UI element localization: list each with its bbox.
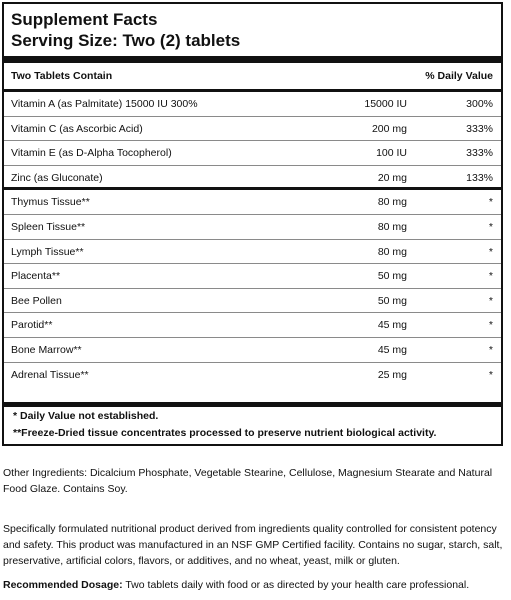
nutrient-amount: 20 mg [377,171,407,184]
nutrient-dv: * [488,343,493,356]
nutrient-amount: 50 mg [377,270,407,283]
nutrient-name: Lymph Tissue** [11,245,84,258]
table-row [4,289,501,314]
footnote-daily-value: * Daily Value not established. [13,410,159,422]
nutrient-dv: * [488,368,493,381]
table-row [4,117,501,142]
nutrient-amount: 80 mg [377,245,407,258]
table-row [4,313,501,338]
nutrient-dv: 333% [466,122,493,135]
dosage-text: Two tablets daily with food or as directed by your health care professional. [122,579,470,591]
product-description: Specifically formulated nutritional product derived from ingredients quality controlled for consistent potency and safety. This product was manufactured in an NSF GMP Certified facility. Contains no sugar, starch, salt, preservative, artificial colors, flavors, or additives, and no wheat, yeast, milk or gluten. [3,523,503,567]
header-daily-value: % Daily Value [425,70,493,82]
table-row [4,141,501,166]
header-contains: Two Tablets Contain [11,70,113,82]
nutrient-name: Bone Marrow** [11,343,82,356]
table-row [4,166,501,191]
nutrient-name: Bee Pollen [11,294,62,307]
supplement-facts-panel [2,2,503,446]
nutrient-amount: 15000 IU [364,98,407,110]
nutrient-name: Placenta** [11,270,61,283]
dosage-label: Recommended Dosage: [3,579,123,591]
nutrient-name: Spleen Tissue** [11,220,86,233]
nutrient-amount: 200 mg [371,122,407,135]
nutrient-amount: 45 mg [377,319,407,332]
nutrient-name: Vitamin C (as Ascorbic Acid) [11,122,143,135]
nutrient-name: Zinc (as Gluconate) [11,171,103,184]
nutrient-name: Adrenal Tissue** [11,368,89,381]
nutrient-dv: 133% [466,171,493,184]
table-row [4,190,501,215]
table-row [4,215,501,240]
table-row [4,92,501,117]
table-header [4,63,501,89]
table-row [4,338,501,363]
nutrient-dv: * [488,245,493,258]
thick-divider [4,56,501,63]
nutrient-dv: 300% [466,98,493,110]
nutrient-amount: 80 mg [377,196,407,209]
table-row [4,363,501,388]
nutrient-amount: 100 IU [376,147,407,160]
table-row [4,264,501,289]
other-ingredients: Other Ingredients: Dicalcium Phosphate, Vegetable Stearine, Cellulose, Magnesium Stearate and Natural Food Glaze. Contains Soy. [3,467,493,495]
recommended-dosage [3,577,508,593]
nutrient-dv: * [488,196,493,209]
table-row [4,240,501,265]
nutrient-name: Vitamin A (as Palmitate) 15000 IU 300% [11,98,198,110]
serving-size: Serving Size: Two (2) tablets [11,31,241,50]
nutrient-dv: 333% [466,147,493,160]
nutrient-amount: 50 mg [377,294,407,307]
nutrient-amount: 25 mg [377,368,407,381]
footnote-freeze-dried: **Freeze-Dried tissue concentrates processed to preserve nutrient biological activity. [13,427,437,439]
nutrient-dv: * [488,319,493,332]
nutrient-name: Thymus Tissue** [11,196,90,209]
nutrient-name: Parotid** [11,319,53,332]
bottom-divider [4,402,501,407]
nutrient-amount: 80 mg [377,220,407,233]
nutrient-name: Vitamin E (as D-Alpha Tocopherol) [11,147,172,160]
panel-title: Supplement Facts [11,10,158,29]
nutrient-dv: * [488,220,493,233]
nutrient-dv: * [488,294,493,307]
nutrient-dv: * [488,270,493,283]
nutrient-amount: 45 mg [377,343,407,356]
nutrient-rows [4,92,501,387]
